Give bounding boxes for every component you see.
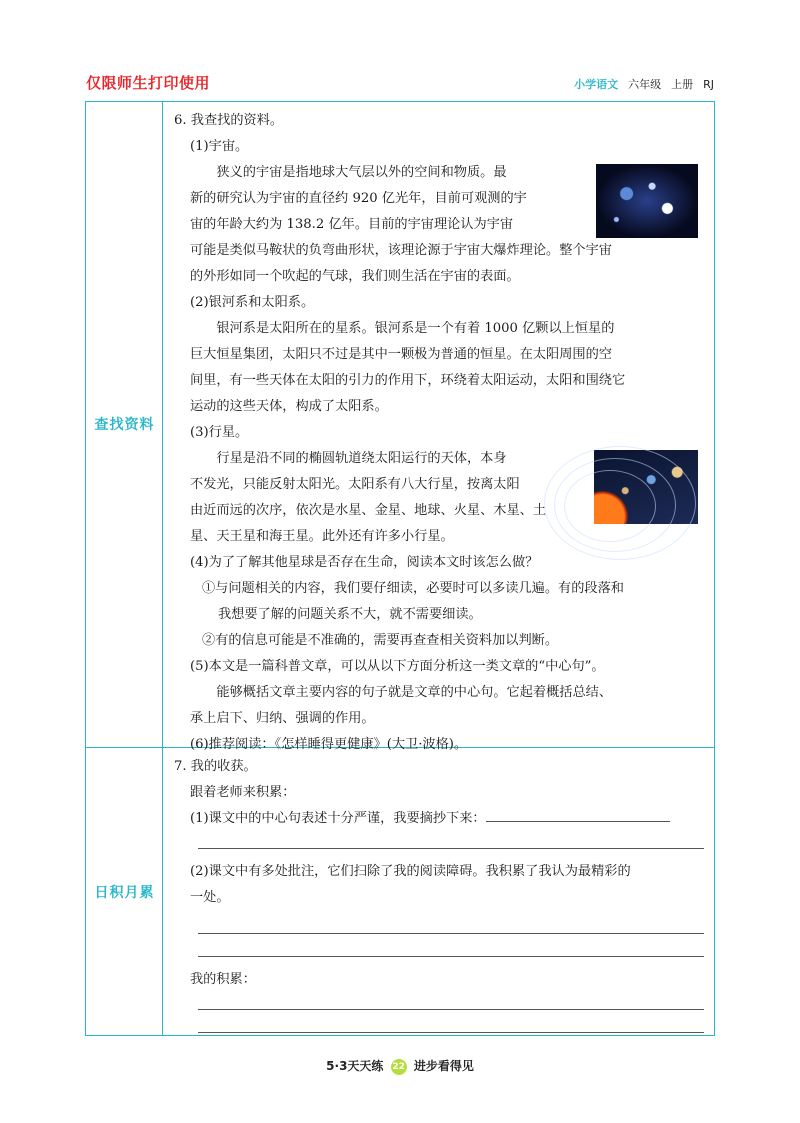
q6-s6-title: (6)推荐阅读：《怎样睡得更健康》(大卫·波格)。	[190, 737, 468, 752]
q6-s4-title: (4)为了了解其他星球是否存在生命，阅读本文时该怎么做？	[190, 555, 539, 570]
answer-line[interactable]	[486, 807, 670, 822]
universe-image	[596, 164, 698, 238]
text-line: 新的研究认为宇宙的直径约 920 亿光年，目前可观测的宇	[190, 191, 527, 206]
text-line: 巨大恒星集团，太阳只不过是其中一颗极为普通的恒星。在太阳周围的空	[190, 347, 612, 362]
q7-intro: 跟着老师来积累：	[190, 785, 296, 800]
answer-line[interactable]	[198, 1010, 704, 1033]
text-line: 可能是类似马鞍状的负弯曲形状，该理论源于宇宙大爆炸理论。整个宇宙	[190, 243, 612, 258]
text-line: 我想要了解的问题关系不大，就不需要细读。	[218, 607, 482, 622]
grade-label: 六年级	[628, 78, 662, 91]
q6-s1-body	[174, 160, 704, 290]
q7-p1-text: (1)课文中的中心句表述十分严谨，我要摘抄下来：	[190, 811, 486, 826]
page-footer	[0, 1057, 800, 1075]
text-line: ①与问题相关的内容，我们要仔细读，必要时可以多读几遍。有的段落和	[202, 581, 624, 596]
text-line: 间里，有一些天体在太阳的引力的作用下，环绕着太阳运动，太阳和围绕它	[190, 373, 626, 388]
text-line: 行星是沿不同的椭圆轨道绕太阳运行的天体，本身	[216, 451, 507, 466]
q7-title: 7. 我的收获。	[174, 759, 257, 774]
section-label-search: 查找资料	[94, 417, 155, 433]
footer-brand: 5·3天天练	[326, 1059, 384, 1073]
q6-block	[174, 108, 704, 758]
solar-system-image	[594, 450, 698, 524]
edition-label: RJ	[703, 77, 714, 91]
section-label-accumulate: 日积月累	[94, 885, 155, 901]
answer-line[interactable]	[198, 832, 704, 849]
text-line: 不发光，只能反射太阳光。太阳系有八大行星，按离太阳	[190, 477, 520, 492]
footer-slogan: 进步看得见	[413, 1059, 474, 1073]
answer-line[interactable]	[198, 911, 704, 934]
text-line: 能够概括文章主要内容的句子就是文章的中心句。它起着概括总结、	[216, 685, 613, 700]
text-line: 由近而远的次序，依次是水星、金星、地球、火星、木星、土	[190, 503, 547, 518]
print-notice: 仅限师生打印使用	[86, 74, 211, 92]
header-meta	[574, 76, 714, 92]
answer-line[interactable]	[198, 993, 704, 1010]
q7-block	[174, 754, 704, 1033]
q6-s5-title: (5)本文是一篇科普文章，可以从以下方面分析这一类文章的“中心句”。	[190, 659, 605, 674]
q6-s3-title: (3)行星。	[190, 425, 249, 440]
text-line: 运动的这些天体，构成了太阳系。	[190, 399, 388, 414]
text-line: 宙的年龄大约为 138.2 亿年。目前的宇宙理论认为宇宙	[190, 217, 514, 232]
q7-p2-line2: 一处。	[190, 890, 230, 905]
q7-mine: 我的积累：	[190, 972, 256, 987]
text-line: 星、天王星和海王星。此外还有许多小行星。	[190, 529, 454, 544]
q6-s1-title: (1)宇宙。	[190, 139, 249, 154]
text-line: 的外形如同一个吹起的气球，我们则生活在宇宙的表面。	[190, 269, 520, 284]
q6-title: 6. 我查找的资料。	[174, 113, 284, 128]
volume-label: 上册	[671, 78, 694, 91]
text-line: 银河系是太阳所在的星系。银河系是一个有着 1000 亿颗以上恒星的	[216, 321, 615, 336]
worksheet-frame	[85, 101, 715, 1036]
text-line: ②有的信息可能是不准确的，需要再查查相关资料加以判断。	[202, 633, 559, 648]
q7-p1	[174, 806, 704, 832]
answer-line[interactable]	[198, 934, 704, 957]
page-number-badge: 22	[391, 1059, 407, 1075]
q6-s3-body	[174, 446, 704, 550]
q7-p2-line1: (2)课文中有多处批注，它们扫除了我的阅读障碍。我积累了我认为最精彩的	[190, 864, 631, 879]
text-line: 承上启下、归纳、强调的作用。	[190, 711, 375, 726]
q6-s2-title: (2)银河系和太阳系。	[190, 295, 315, 310]
subject-label: 小学语文	[574, 78, 619, 91]
text-line: 狭义的宇宙是指地球大气层以外的空间和物质。最	[216, 165, 507, 180]
